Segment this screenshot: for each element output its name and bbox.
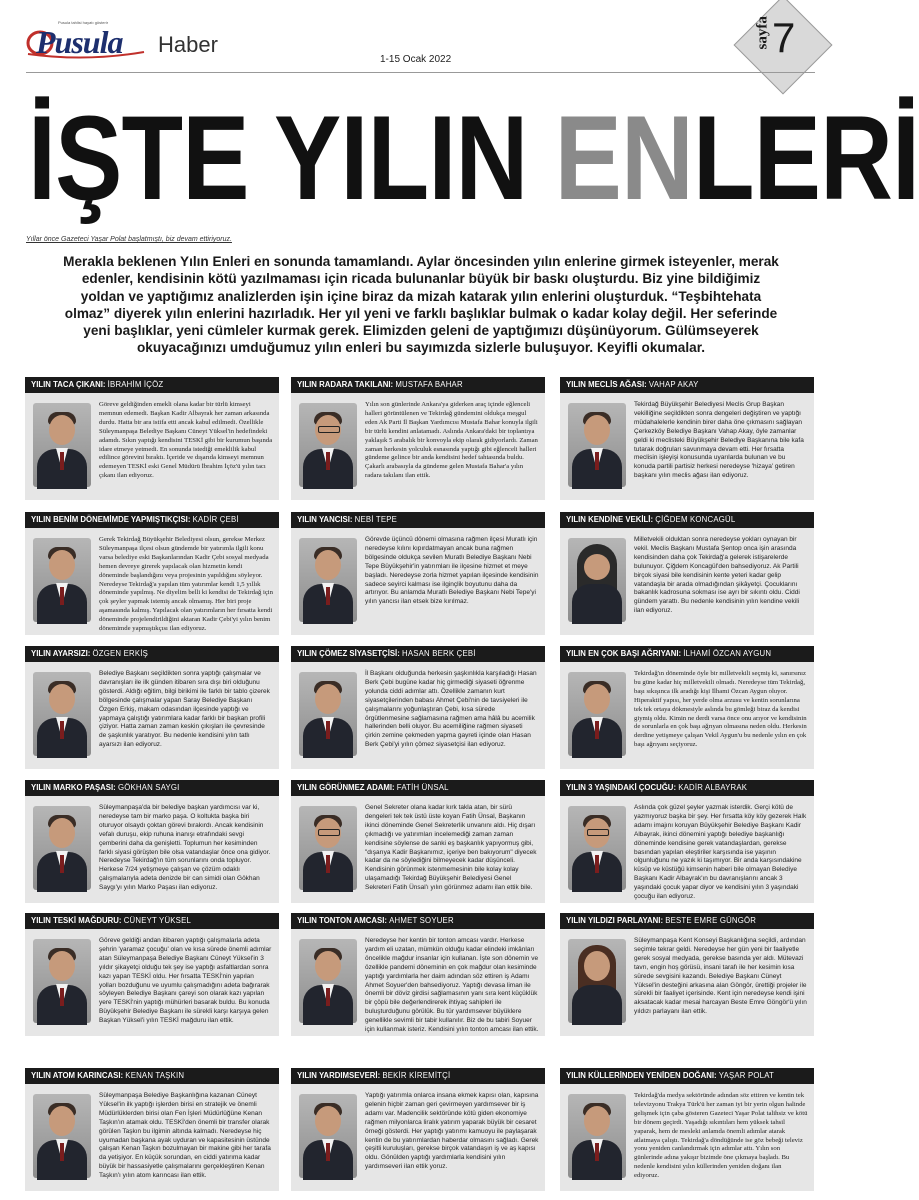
award-title-bar [291, 913, 545, 929]
award-title-bar [291, 1068, 545, 1084]
award-person-name: CÜNEYT YÜKSEL [123, 916, 192, 925]
person-photo [33, 403, 91, 487]
award-card [560, 913, 814, 1036]
award-person-name: BESTE EMRE GÜNGÖR [665, 916, 757, 925]
award-title: YILIN 3 YAŞINDAKİ ÇOCUĞU: [566, 783, 677, 792]
person-photo [299, 806, 357, 890]
award-title: YILIN YANCISI: [297, 515, 353, 524]
person-photo [299, 672, 357, 756]
award-title: YILIN TACA ÇIKANI: [31, 380, 106, 389]
award-person-name: NEBİ TEPE [354, 515, 398, 524]
award-title-bar [25, 377, 279, 393]
award-title-bar [291, 512, 545, 528]
section-name: Haber [158, 32, 218, 57]
award-person-name: ÇİĞDEM KONCAGÜL [655, 515, 736, 524]
award-person-name: GÖKHAN SAYGI [117, 783, 180, 792]
award-title: YILIN MECLİS AĞASI: [566, 380, 647, 389]
award-title: YILIN RADARA TAKILANI: [297, 380, 394, 389]
award-card [291, 780, 545, 903]
award-card [291, 913, 545, 1036]
award-person-name: İLHAMİ ÖZCAN AYGUN [683, 649, 772, 658]
award-person-name: BEKİR KİREMİTÇİ [382, 1071, 451, 1080]
logo-tagline: Pusula tahlisi hayatı gösterir [58, 20, 109, 25]
person-photo [33, 806, 91, 890]
award-title-bar [560, 780, 814, 796]
award-text: Süleymanpaşa Belediye Başkanlığına kazanan Cüneyt Yüksel'in ilk yaptığı işlerden birisi en stratejik ve önemli Müdürlüklerden birisi olan Fen İşleri Müdürlüğüne Kenan Taşkın'ın atamak oldu. TESKİ'den önemli bir transfer olarak görülen Taşkın bu ilgimin altında kalmadı. Neredeyse hiç uyumadan başkana ayak uyduran ve kapasitesinin üstünde çalışan Kenan Taşkın bozulmayan bir makine gibi her tarafa da yetişiyor. En küçük sorundan, en ciddi yatırıma kadar büyük bir hassasiyetle çalışmalarını gerçekleştiren Kenan Taşkın'ı yılın atom karıncası ilan ettik. [99, 1092, 271, 1180]
person-photo [299, 939, 357, 1023]
award-card [25, 780, 279, 903]
award-person-name: HASAN BERK ÇEBİ [402, 649, 476, 658]
award-person-name: KADİR ALBAYRAK [678, 783, 748, 792]
award-text: Süleymanpaşa Kent Konseyi Başkanlığına seçildi, ardından seçimle tekrar geldi. Neredeyse her gün yeni bir faaliyetle gerek sosyal medyada, gerekse basında yer aldı. Mütevazi tavrı, engin hoş görüsü, insani tarafı ile her kesimin kısa sürede sevgisini kazandı. Belediye Başkanı Cüneyt Yüksel'in desteğini arkasına alan Göngör, ürettiği projeler ile sürekli bir faaliyet içerisinde. Kent için neredeyse kendi işini aksatacak kadar mesai harcayan Beste Emre Göngör'ü yılın yıldızı parlayanı ilan ettik. [634, 937, 807, 1016]
award-text: Aslında çok güzel şeyler yazmak isterdik. Gerçi kötü de yazmıyoruz başka bir şey. Her fırsatta köy köy gezerek Halk adamı imajını koruyan Büyükşehir Belediye Başkanı Kadir Albayrak, ikinci dönemini yaptığı belediye başkanlığı döneminde kendisine gerek vatandaşlardan, gerekse basından yapılan eleştiriler karşısında ise yaşının olgunluğunu ne yazık ki taşımıyor. Bir anda karşısındakine küsüp ve küstüğü kimsenin haberi bile olmayan Belediye Başkanı Kadir Albayrak'ın bu davranışlarını ancak 3 yaşındaki çocuk yapar diyor ve kendisini yılın 3 yaşındaki çocuğu ilan ediyoruz. [634, 804, 807, 901]
award-text: Yılın son günlerinde Ankara'ya giderken araç içinde eğlenceli halleri görüntülenen ve Tekirdağ gündemini oldukça meşgul eden Ak Parti İl Başkan Yardımcısı Mustafa Bahar konuyla ilgili bir türlü kendini anlatamadı. Aslında Ankara'daki bir toplantıya yaklaşık 5 arabalık bir konvoyla ekip olarak gidiyorlardı. Zaman zaman herkesin yolculuk esnasında yaptığı gibi eğlenceli halleri gündeme gelince bir anda kendisini hedef tahtasında buldu. Çakarlı arabasıyla da gündeme gelen Mustafa Bahar'a yılın radara takılanı ilan ettik. [365, 401, 538, 480]
award-title-bar [25, 780, 279, 796]
award-card [25, 646, 279, 769]
award-title-bar [25, 1068, 279, 1084]
award-title-bar [291, 780, 545, 796]
award-text: Göreve geldiği andan itibaren yaptığı çalışmalarla adeta şehrin 'yaramaz çocuğu' olan ve kısa sürede önemli adımlar atan Süleymanpaşa Belediye Başkanı Cüneyt Yüksel'in 3 yıldır şikayetçi olduğu tek şey ise yaptığı asfaltlardan sonra kazı yapan TESKİ oldu. Her fırsatta TESKİ'nin yapılan yolları bozduğunu ve uyumlu çalışmadığını adeta bağırarak söyleyen Belediye Başkanı çareyi son olarak kazı yapılan yere TESKİ'nin yaptığı mühürleri basarak buldu. Bu konuda Büyükşehir Belediye Başkanı ile sürekli karşı karşıya gelen Başkan Yüksel'i yılın TESKİ mağduru ilan ettik. [99, 937, 272, 1025]
award-card [25, 512, 279, 635]
award-person-name: MUSTAFA BAHAR [395, 380, 463, 389]
award-title: YILIN BENİM DÖNEMİMDE YAPMIŞTIKÇISI: [31, 515, 191, 524]
award-title: YILIN KÜLLERİNDEN YENİDEN DOĞANI: [566, 1071, 717, 1080]
award-card [291, 512, 545, 635]
person-photo [299, 403, 357, 487]
award-card [291, 1068, 545, 1191]
person-photo [568, 672, 626, 756]
person-photo [568, 538, 626, 622]
award-title: YILIN ATOM KARINCASI: [31, 1071, 124, 1080]
person-photo [299, 538, 357, 622]
award-title: YILIN ÇÖMEZ SİYASETÇİSİ: [297, 649, 400, 658]
award-person-name: ÖZGEN ERKİŞ [92, 649, 149, 658]
person-photo [33, 1094, 91, 1178]
award-title: YILIN MARKO PAŞASI: [31, 783, 116, 792]
page-number: 7 [772, 14, 796, 61]
award-title-bar [560, 1068, 814, 1084]
award-person-name: KENAN TAŞKIN [125, 1071, 185, 1080]
person-photo [33, 672, 91, 756]
award-text: Tekirdağ Büyükşehir Belediyesi Meclis Grup Başkan vekilliğine seçildikten sonra dengeleri değiştiren ve yaptığı müdahalelerle kendinin birer daha öne çıkmasını sağlayan Çerkezköy Belediye Başkanı Vahap Akay, öyle zamanlar geldi ki meclisteki Büyükşehir Belediye Başkanına bile kafa tutarak doğruları savunmaya devam etti. Her fırsatta meclisin işleyişi konusunda uyarılarda bulunan ve bu konuda partili partisiz herkesi neredeyse 'hizaya' getiren başkanı yılın meclis ağası ilan ediyoruz. [634, 401, 804, 480]
award-text: Süleymanpaşa'da bir belediye başkan yardımcısı var ki, neredeyse tam bir marko paşa. O koltukta başka biri oturuyor olsaydı çoktan görevi bırakırdı. Ancak kendisinin vefalı duruşu, ekip ruhuna inanışı etrafındaki sevgi çemberini daha da genişletti. Toplumun her kesiminden farklı siyasi görüşten bile olsa vatandaşlar önce ona gidiyor. Neredeyse Tekirdağ'ın tüm sorunlarını onda topluyor. Herkese 7/24 yetişmeye çalışan ve çözüm odaklı çalışmalarıyla adeta denizde bir can simidi olan Gökhan Saygı'yı yılın Marko Paşası ilan ediyoruz. [99, 804, 271, 892]
award-title-bar [560, 512, 814, 528]
logo-wordmark: Pusula [36, 24, 123, 60]
award-text: Gerek Tekirdağ Büyükşehir Belediyesi olsun, gerekse Merkez Süleymanpaşa ilçesi olsun gündemde bir yatırımla ilgili konu varsa belediye eski Başkanlarından Kadir Çebi sosyal medyada hemen devreye girerek yapılacak olan hizmetin kendi döneminde başlandığını veya projesinin yapıldığını söyleyor. Neredeyse Tekirdağ'a yapılan tüm yatırımlar kendi 1,5 yıllık döneminde yapılmış. Ne diyelim belli ki kendisi de Tekirdağ için çok şeyler yapmak istemiş ancak olmamış. Her biri proje aşamasında kalmış. Yapılacak olan yatırımların her fırsatta kendi döneminde projelendirildiğini aktaran Kadir Çebi'yi yılın benim dönemimde yapmıştıkçısı ilan ediyoruz. [99, 536, 273, 633]
award-title-bar [560, 377, 814, 393]
award-title: YILIN TESKİ MAĞDURU: [31, 916, 122, 925]
award-person-name: AHMET SOYUER [389, 916, 454, 925]
person-photo [33, 939, 91, 1023]
award-text: Yaptığı yatırımla onlarca insana ekmek kapısı olan, kapısına gelenin hiçbir zaman geri çevirmeyen yardımsever bir iş adamı var. Madencilik sektöründe kötü giden ekonomiye rağmen milyonlarca liralık yatırım yaparak büyük bir cesaret örneği gösterdi. Her yaptığı yatırımı kamuoyu ile paylaşarak kentin de bu yatırımlardan haberdar olmasını sağladı. Gerek çeşitli kuruluşları, gerekse birçok vatandaşın iş ve aş kapısı oldu. Gönülden yaptığı yardımlarla kendisini yılın yardımseveri ilan ettik yoruz. [365, 1092, 539, 1171]
header-rule [26, 72, 815, 73]
award-text: Genel Sekreter olana kadar kırk takla atan, bir sürü dengeleri tek tek üstü üste koyan Fatih Ünsal, Başkanın ikinci döneminde Genel Sekreterlik unvanını aldı. Hiç dışarı çıkmadığı ve yatırımları incelemediği zaman zaman kendisine söylense de sanki eş başkanlık yapıyormuş gibi, "dışarıya Kadir Başkanımız, içeriye ben bakıyorum" diyecek kadar da ne söylediğini bilmeyecek kadar düşünceli. Kendisinin görünmek istenmemesinin bile kolay kolay ulaşamadığı Tekirdağ Büyükşehir Belediyesi Genel Sekreteri Fatih Ünsal'ı yılın görünmez adamı ilan ettik bile. [365, 804, 537, 892]
award-person-name: YAŞAR POLAT [718, 1071, 774, 1080]
award-title: YILIN EN ÇOK BAŞI AĞRIYANI: [566, 649, 682, 658]
award-text: Görevde üçüncü dönemi olmasına rağmen ilçesi Muratlı için neredeyse kılını kıpırdatmayan ancak buna rağmen bölgesinde oldukça sevilen Muratlı Belediye Başkanı Nebi Tepe Büyükşehir'in yatırımları ile ilçesine hizmet et meye başladı. Neredeyse zorla hizmet yapılan ilçesinde kendisinin sadece seyirci kalması ise ilginçlik boyutunu daha da artırıyor. Bu anlamda Muratlı Belediye Başkanı Nebi Tepe'yi yılın yancısı ilan etsek bize kırılmaz. [365, 536, 539, 606]
page-title [28, 91, 919, 225]
award-person-name: İBRAHİM İÇÖZ [107, 380, 164, 389]
award-title-bar [560, 646, 814, 662]
issue-date: 1-15 Ocak 2022 [380, 54, 452, 65]
caption: Yıllar önce Gazeteci Yaşar Polat başlatmıştı, biz devam ettiriyoruz. [26, 236, 232, 243]
title-part-1: İŞTE YILIN [28, 91, 555, 225]
title-part-3: LERİ [692, 91, 919, 225]
award-card [25, 1068, 279, 1191]
award-text: Neredeyse her kentin bir tonton amcası vardır. Herkese yardım eli uzatan, mümkün olduğu kadar elindeki imkânları öncelikle mağdur insanlar için kullanan. İşte son dönemin ve özellikle pandemi döneminin en çok mağdur olan kesiminde yaptığı yardımlarla her daim adından söz ettiren iş Adamı Ahmet Soyuer'den bahsediyoruz. Yaptığı devasa liman ile önemli bir döviz girdisi sağlamasının yanı sıra kent küçüklük bir çöpü bile değerlendirerek ihtiyaç sahipleri ile buluşturduğunu görülük. Bu tür yardımsever büyüklere genellikle sevimli bir tabir kullanılır. Biz de bu tabiri Soyuer için kullanmak isteriz. Kendisini yılın tonton amcası ilan ettik. [365, 937, 539, 1034]
award-title: YILIN YILDIZI PARLAYANI: [566, 916, 664, 925]
person-photo [568, 806, 626, 890]
award-text: Milletvekili olduktan sonra neredeyse yokları oynayan bir vekil. Meclis Başkanı Mustafa Şentop onca işin arasında kendisinden daha çok Tekirdağ'a gelerek istişarelerde bulunuyor. Çiğdem Koncagül'den bahsediyoruz. Ak Partili birçok siyasi bile kendisinin kente yeteri kadar gelip vatandaşla bir arada olmadığından şikâyetçi. Çocuklarını bakanlık kadrosuna sokması ise ayrı bir sıkıntı oldu. Ciddi gündem yarattı. Bu nedenle kendisinin yılın kendine vekili ilan ediyoruz. [634, 536, 800, 615]
award-text: Tekirdağ'da medya sektöründe adından söz ettiren ve kentin tek televizyonu Trakya Türk'ü her zaman iyi bir yerin olgun halinde gelişmek için çaba gösteren Gazeteci Yaşar Polat talihsiz ve kötü bir dönem geçirdi. Yaşadığı sıkıntıları hem yüksek tahsil yaparak, hem de mesleki anlamda önemli adımlar atarak atlatmaya çalıştı. Tekirdağ'a döndüğünde ise göz bebeği televiz yonu yeniden canlandırmak için adımlar attı. Yılın son günlerinde adına yakışır bizimde öne çıkmaya başladı. Bu nedenle kendisini yılın küllerinden yeniden doğanı ilan ediyoruz. [634, 1092, 808, 1180]
award-card [25, 913, 279, 1036]
award-title-bar [291, 377, 545, 393]
award-card [560, 512, 814, 635]
award-title-bar [25, 913, 279, 929]
intro-paragraph: Merakla beklenen Yılın Enleri en sonunda tamamlandı. Aylar öncesinden yılın enlerine girmek isteyenler, merak edenler, kendisinin kötü yazılmaması için ricada bulunanlar büyük bir baskı oluşturdu. Biz yine bildiğimiz yoldan ve yaptığımız analizlerden işin içine biraz da mizah katarak yılın enlerini oluşturduk. “Teşbihtehata olmaz” diyerek yılın enlerini hazırladık. Her yıl yeni ve farklı başlıklar bulmak o kadar kolay değil. Her seferinde yeni başlıklar, yeni cümleler kurmak gerek. Elimizden geleni de yaptığımızı düşünüyorum. Gülümseyerek okuyacağınızı umduğumuz yılın enleri bu sayımızda sizlerle buluşuyor. Keyifli okumalar. [63, 254, 779, 356]
title-part-2: EN [554, 91, 693, 225]
award-card [291, 377, 545, 500]
award-card [560, 646, 814, 769]
award-title: YILIN GÖRÜNMEZ ADAMI: [297, 783, 395, 792]
award-title-bar [560, 913, 814, 929]
award-title: YILIN KENDİNE VEKİLİ: [566, 515, 654, 524]
person-photo [568, 1094, 626, 1178]
page-label: sayfa [754, 16, 771, 50]
person-photo [568, 403, 626, 487]
award-text: Belediye Başkanı seçildikten sonra yaptığı çalışmalar ve davranışları ile ilk günden itibaren sıra dışı biri olduğunu gösterdi. Aldığı eğitim, bilgi birikimi ile farklı bir tablo çizerek bölgesinde çalışmalar yapan Saray Belediye Başkanı Özgen Erkiş, makam odasından ilçesinde yaptığı ve yapmaya çalıştığı yatırımlara kadar farklı bir başkan profili çiziyor. Hatta zaman zaman keskin çıkışları ile çevresinde de şaşkınlık yaratıyor. Bu nedenle kendisini yılın tatlı ayarsızı ilan ediyoruz. [99, 670, 270, 749]
person-photo [299, 1094, 357, 1178]
award-card [560, 377, 814, 500]
award-title: YILIN TONTON AMCASI: [297, 916, 387, 925]
award-card [560, 1068, 814, 1191]
award-title: YILIN YARDIMSEVERİ: [297, 1071, 381, 1080]
award-title: YILIN AYARSIZI: [31, 649, 91, 658]
award-text: Tekirdağ'ın döneminde öyle bir milletvekili seçmiş ki, sanırsınız bu güne kadar hiç milletvekili olmadı. Neredeyse tüm Tekirdağ, başı sıkışınca ilk aradığı kişi İlhami Özcan Aygun oluyor. Hiperaktif yapısı, her yerde olma arzusu ve kentin sorunlarına tek tek ortaya dökmesiyle aslında bu gömleği biraz da kendisi giymiş oldu. Kimin ne derdi varsa önce onu arıyor ve kendisinin de sorunlarla en çok başı ağrıyan olmasına neden oldu. Herkesin derdine yetişmeye çalışan Vekil Aygun'u bu nedenle yılın en çok başı ağrıyanı seçiyoruz. [634, 670, 807, 749]
award-title-bar [25, 646, 279, 662]
award-person-name: VAHAP AKAY [648, 380, 699, 389]
person-photo [568, 939, 626, 1023]
award-card [560, 780, 814, 903]
award-card [25, 377, 279, 500]
award-title-bar [25, 512, 279, 528]
person-photo [33, 538, 91, 622]
award-card [291, 646, 545, 769]
award-text: Göreve geldiğinden emekli olana kadar bir türlü kimseyi memnun edemedi. Başkan Kadir Albayrak her zaman arkasında durdu. Hatta bir ara istifa etti ancak kabul edilmedi. Özellikle Süleymanpaşa Belediye Başkanı Cüneyt Yüksel'in hedefindeki adamdı. Sıkın yaptığı kendisini TESKİ gibi bir kurumun başında idare etmeye yetmedi. En sonunda istediği emeklilik kabul edilince görevini bıraktı. İçeride ve dışarıda kimseyi memnun edemeyen TESKİ eski Genel Müdürü İbrahim İçöz'ü yılın tacı çıkanı ilan ediyoruz. [99, 401, 273, 480]
award-person-name: FATİH ÜNSAL [396, 783, 449, 792]
award-title-bar [291, 646, 545, 662]
award-text: İl Başkanı olduğunda herkesin şaşkınlıkla karşıladığı Hasan Berk Çebi bugüne kadar hiç girmediği siyaseti öğrenme yolunda ciddi adımlar attı. Özellikle zamanın kurt siyasetçilerinden babası Ahmet Çebi'nin de tavsiyeleri ile çalışmalarını yoğunlaştıran Çebi, kısa sürede örgütlenmesine sağlamasına rağmen ama hâlâ bu acemilik hallerinden belli oluyor. Bu acemiliğine rağmen siyaseti çirkin zemine çekmeden yapma gayreti içinde olan Hasan Berk Çebi'yi yılın çömez siyasetçisi ilan ediyoruz. [365, 670, 537, 749]
award-person-name: KADİR ÇEBİ [192, 515, 239, 524]
